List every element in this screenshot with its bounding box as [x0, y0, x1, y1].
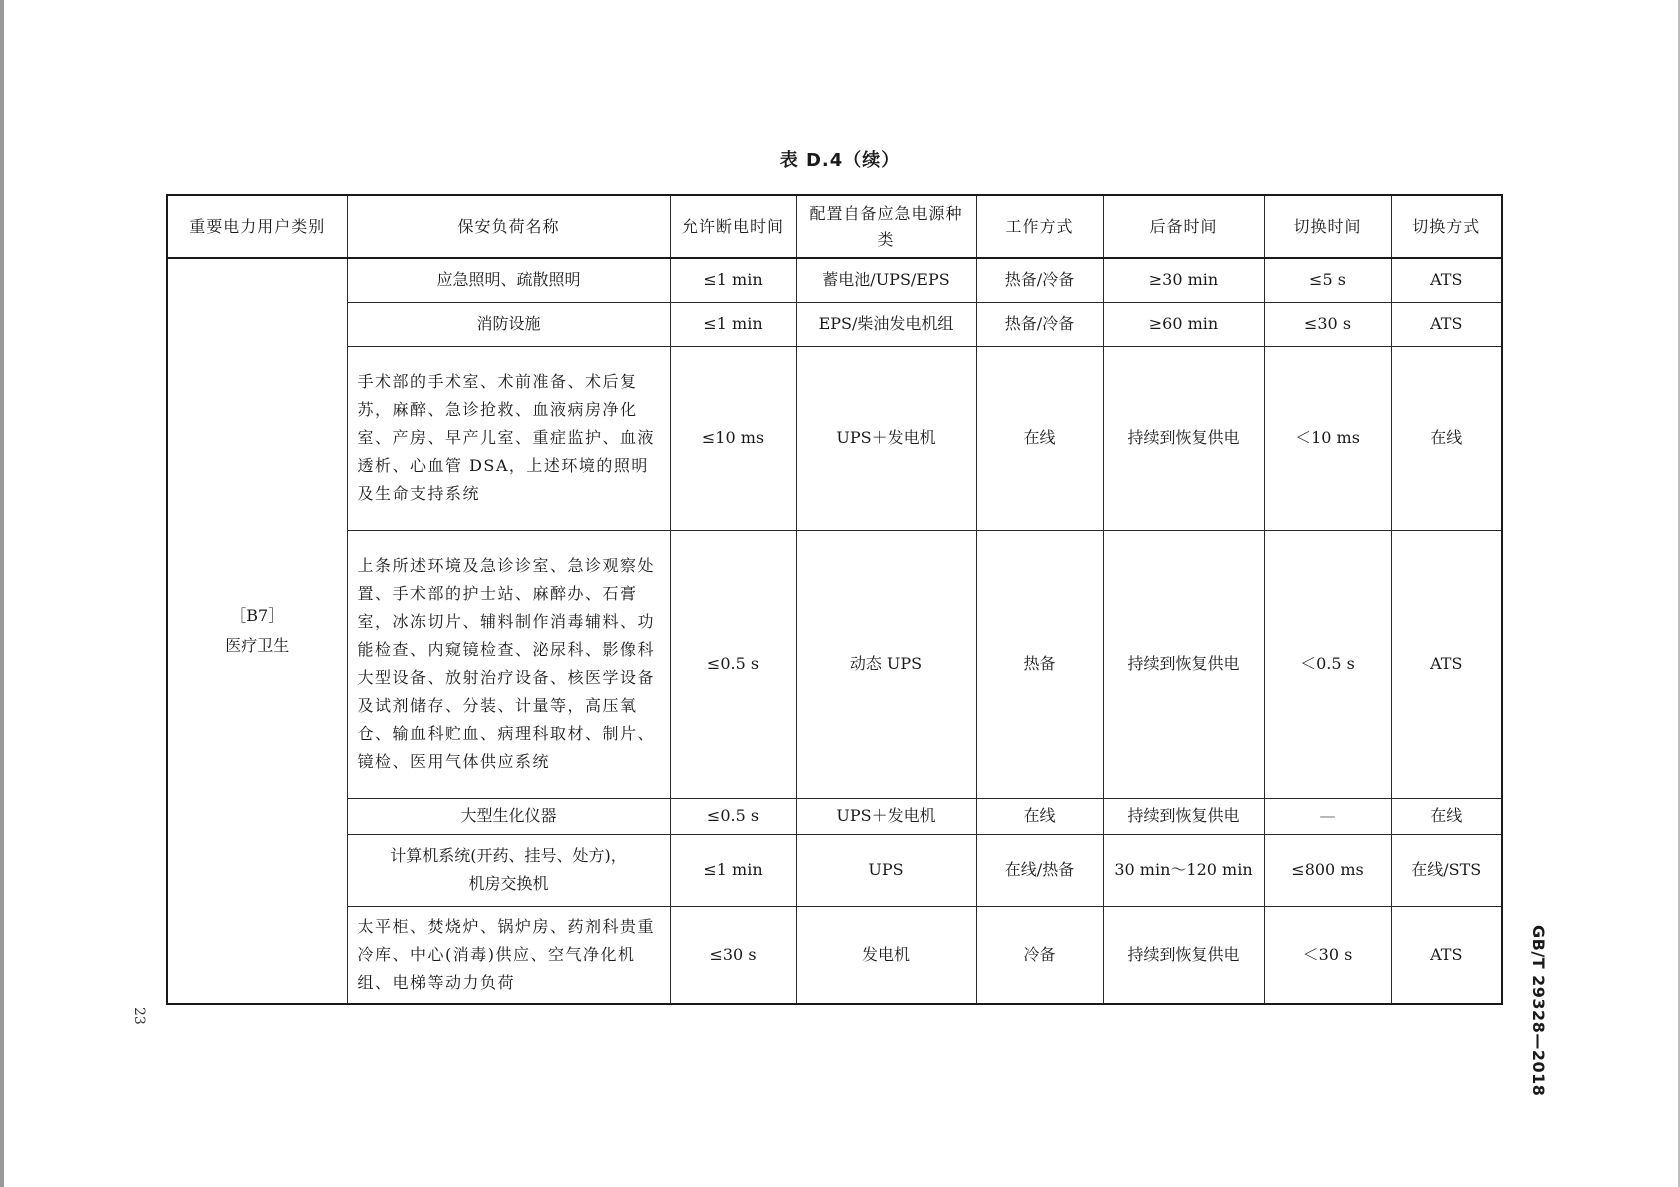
- allowed-outage: ≤0.5 s: [670, 798, 796, 834]
- page-number: 23: [131, 1007, 147, 1025]
- backup-time: 持续到恢复供电: [1103, 906, 1264, 1004]
- work-mode: 热备/冷备: [976, 258, 1103, 302]
- switch-mode: ATS: [1391, 530, 1502, 798]
- work-mode: 热备: [976, 530, 1103, 798]
- allowed-outage: ≤1 min: [670, 258, 796, 302]
- header-power-source: 配置自备应急电源种类: [796, 195, 976, 258]
- switch-time: ≤30 s: [1264, 302, 1391, 346]
- power-source: 发电机: [796, 906, 976, 1004]
- allowed-outage: ≤10 ms: [670, 346, 796, 530]
- switch-time: ＜0.5 s: [1264, 530, 1391, 798]
- table-row: [167, 530, 1502, 798]
- header-work-mode: 工作方式: [976, 195, 1103, 258]
- header-switch-time: 切换时间: [1264, 195, 1391, 258]
- switch-mode: 在线/STS: [1391, 834, 1502, 906]
- switch-mode: 在线: [1391, 798, 1502, 834]
- page-edge: [0, 0, 4, 1187]
- allowed-outage: ≤1 min: [670, 834, 796, 906]
- load-name: 太平柜、焚烧炉、锅炉房、药剂科贵重冷库、中心(消毒)供应、空气净化机组、电梯等动力负荷: [347, 906, 670, 1004]
- load-name: 上条所述环境及急诊诊室、急诊观察处置、手术部的护士站、麻醉办、石膏室，冰冻切片、辅料制作消毒辅料、功能检查、内窥镜检查、泌尿科、影像科大型设备、放射治疗设备、核医学设备及试剂储存、分装、计量等，高压氧仓、输血科贮血、病理科取材、制片、镜检、医用气体供应系统: [347, 530, 670, 798]
- backup-time: 30 min～120 min: [1103, 834, 1264, 906]
- table-row: [167, 798, 1502, 834]
- table-title: 表 D.4（续）: [779, 150, 901, 171]
- power-source: UPS＋发电机: [796, 798, 976, 834]
- backup-time: 持续到恢复供电: [1103, 530, 1264, 798]
- table-row: [167, 302, 1502, 346]
- power-source: 动态 UPS: [796, 530, 976, 798]
- header-load-name: 保安负荷名称: [347, 195, 670, 258]
- load-name: 应急照明、疏散照明: [347, 258, 670, 302]
- work-mode: 热备/冷备: [976, 302, 1103, 346]
- header-category: 重要电力用户类别: [167, 195, 347, 258]
- switch-mode: ATS: [1391, 302, 1502, 346]
- backup-time: ≥30 min: [1103, 258, 1264, 302]
- category-cell: [167, 258, 347, 1004]
- backup-time: ≥60 min: [1103, 302, 1264, 346]
- load-name: 计算机系统(开药、挂号、处方)，机房交换机: [347, 834, 670, 906]
- table-header-row: [167, 195, 1502, 258]
- header-backup-time: 后备时间: [1103, 195, 1264, 258]
- work-mode: 在线: [976, 346, 1103, 530]
- load-name: 手术部的手术室、术前准备、术后复苏，麻醉、急诊抢救、血液病房净化室、产房、早产儿室、重症监护、血液透析、心血管 DSA，上述环境的照明及生命支持系统: [347, 346, 670, 530]
- table-row: [167, 258, 1502, 302]
- switch-time: ＜30 s: [1264, 906, 1391, 1004]
- backup-time: 持续到恢复供电: [1103, 798, 1264, 834]
- table-row: [167, 906, 1502, 1004]
- switch-mode: ATS: [1391, 906, 1502, 1004]
- switch-mode: 在线: [1391, 346, 1502, 530]
- table-row: [167, 834, 1502, 906]
- allowed-outage: ≤1 min: [670, 302, 796, 346]
- header-allowed-outage: 允许断电时间: [670, 195, 796, 258]
- work-mode: 冷备: [976, 906, 1103, 1004]
- power-source: UPS＋发电机: [796, 346, 976, 530]
- switch-time: ≤800 ms: [1264, 834, 1391, 906]
- switch-time: ＜10 ms: [1264, 346, 1391, 530]
- power-source: EPS/柴油发电机组: [796, 302, 976, 346]
- load-name: 消防设施: [347, 302, 670, 346]
- switch-time: —: [1264, 798, 1391, 834]
- switch-mode: ATS: [1391, 258, 1502, 302]
- standard-code: GB/T 29328—2018: [1529, 925, 1548, 1097]
- table-row: [167, 346, 1502, 530]
- power-source: 蓄电池/UPS/EPS: [796, 258, 976, 302]
- power-load-table: [166, 194, 1503, 1005]
- power-source: UPS: [796, 834, 976, 906]
- backup-time: 持续到恢复供电: [1103, 346, 1264, 530]
- allowed-outage: ≤0.5 s: [670, 530, 796, 798]
- work-mode: 在线: [976, 798, 1103, 834]
- category-code: ［B7］: [230, 606, 285, 625]
- work-mode: 在线/热备: [976, 834, 1103, 906]
- load-name: 大型生化仪器: [347, 798, 670, 834]
- header-switch-mode: 切换方式: [1391, 195, 1502, 258]
- switch-time: ≤5 s: [1264, 258, 1391, 302]
- category-name: 医疗卫生: [225, 636, 290, 655]
- allowed-outage: ≤30 s: [670, 906, 796, 1004]
